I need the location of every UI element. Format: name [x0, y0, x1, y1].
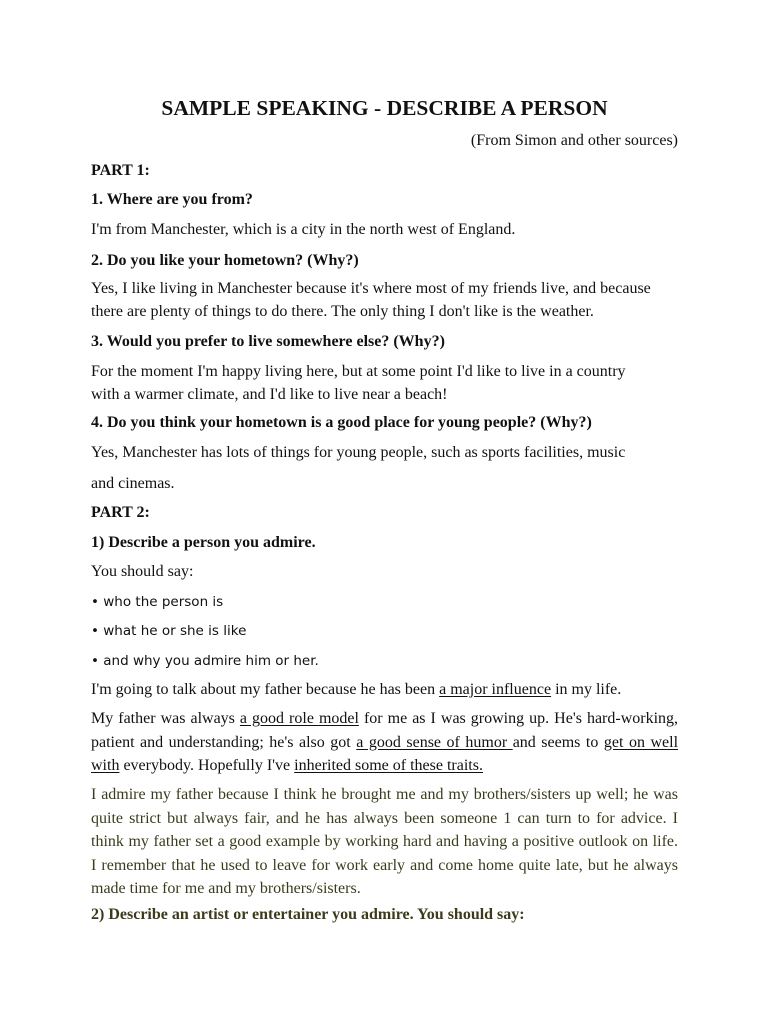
phrase-good-sense-of-humor: a good sense of humor [356, 733, 513, 751]
answer-1: I'm from Manchester, which is a city in the north west of England. [91, 221, 516, 238]
document-title: SAMPLE SPEAKING - DESCRIBE A PERSON [161, 96, 608, 120]
question-3: 3. Would you prefer to live somewhere else? (Why?) [91, 333, 445, 350]
source-note: (From Simon and other sources) [470, 132, 678, 149]
answer-2-line-2: there are plenty of things to do there. The only thing I don't like is the weather. [91, 303, 594, 320]
bullet-3: • and why you admire him or her. [91, 653, 319, 669]
part2-heading: PART 2: [91, 504, 150, 521]
question-1: 1. Where are you from? [91, 191, 253, 208]
topic2-prompt: 2) Describe an artist or entertainer you admire. You should say: [91, 906, 525, 923]
document-page [91, 0, 678, 1024]
bullet-1: • who the person is [91, 594, 224, 610]
intro-text-before: I'm going to talk about my father because he has been [91, 681, 440, 698]
you-should-say: You should say: [91, 563, 194, 580]
question-2: 2. Do you like your hometown? (Why?) [91, 252, 359, 269]
intro-sentence [91, 680, 621, 700]
bullet-2: • what he or she is like [91, 623, 247, 639]
para2-text-2: for me as I was growing up. He's hard-working, patient and understanding; he's also got [91, 710, 679, 751]
answer-4-line-1: Yes, Manchester has lots of things for young people, such as sports facilities, music [91, 444, 626, 461]
para2-text-3: and seems to [512, 733, 604, 751]
para2-text-4: everybody. Hopefully I've [119, 757, 295, 774]
answer-2-line-1: Yes, I like living in Manchester because it's where most of my friends live, and because [91, 280, 651, 297]
answer-4-line-2: and cinemas. [91, 475, 175, 492]
phrase-get-on-well-with: get on well with [91, 733, 679, 774]
admire-father-paragraph: I admire my father because I think he brought me and my brothers/sisters up well; he was quite strict but always fair, and he has always been someone 1 can turn to for advice. I think my father set a good example by working hard and having a positive outlook on life. I remember that he used to leave for work early and come home quite late, but he always made time for me and my brothers/sisters. [91, 786, 678, 897]
intro-text-after: in my life. [551, 681, 622, 698]
topic1-prompt: 1) Describe a person you admire. [91, 534, 316, 551]
phrase-inherited-traits: inherited some of these traits. [294, 757, 483, 774]
answer-3-line-2: with a warmer climate, and I'd like to live near a beach! [91, 386, 448, 403]
phrase-major-influence: a major influence [439, 681, 552, 698]
phrase-good-role-model: a good role model [239, 710, 359, 727]
role-model-paragraph [91, 707, 678, 778]
question-4: 4. Do you think your hometown is a good place for young people? (Why?) [91, 414, 592, 431]
answer-3-line-1: For the moment I'm happy living here, but at some point I'd like to live in a country [91, 363, 626, 380]
para2-text-1: My father was always [91, 710, 240, 727]
part1-heading: PART 1: [91, 162, 150, 179]
